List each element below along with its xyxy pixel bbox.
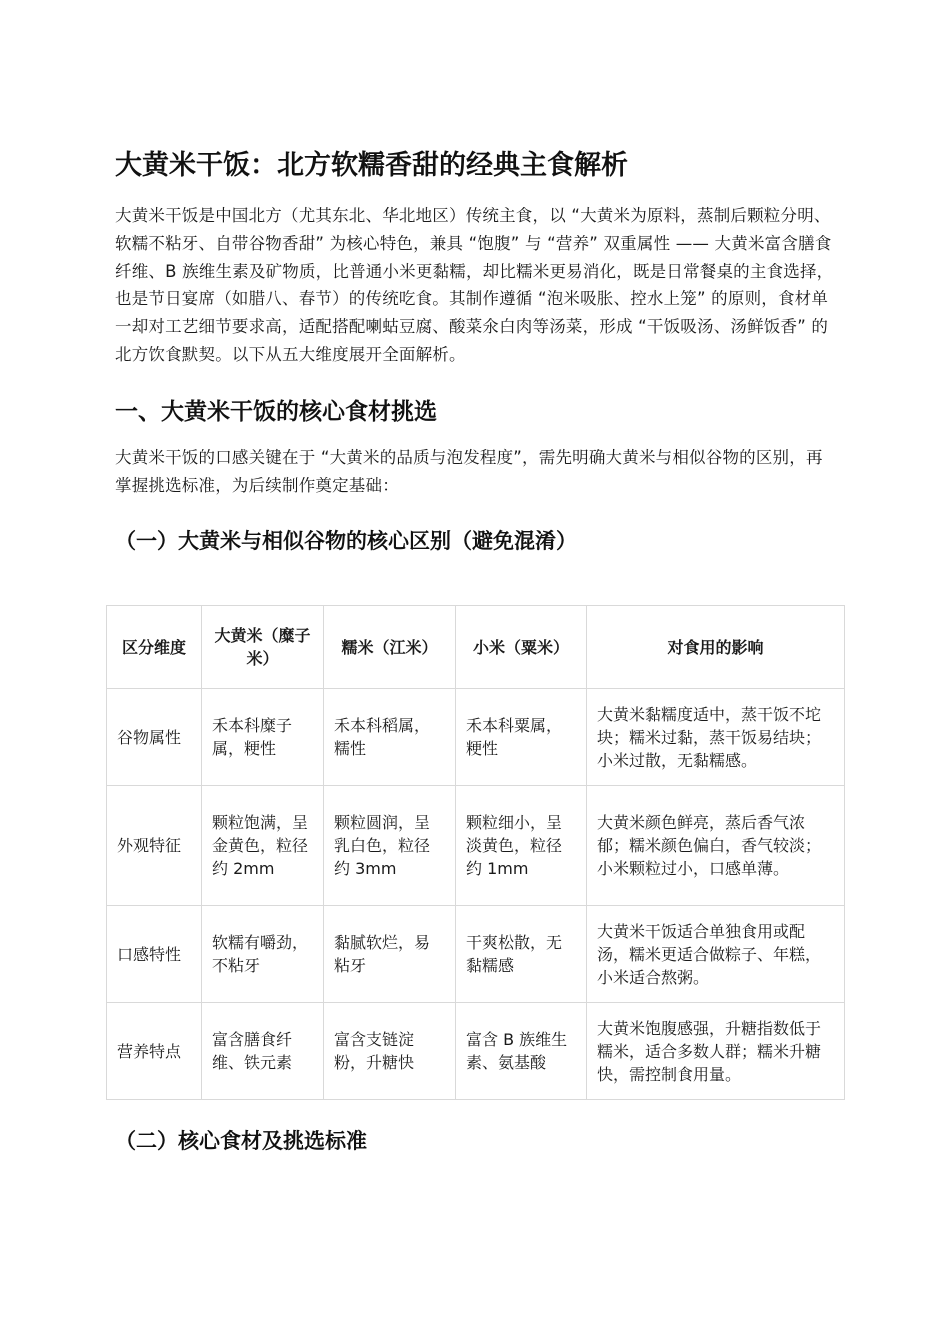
section-heading-1: 一、大黄米干饭的核心食材挑选	[115, 399, 437, 425]
header-cell: 大黄米（糜子米）	[202, 606, 324, 689]
table-row	[107, 786, 845, 906]
section-1-paragraph: 大黄米干饭的口感关键在于 “大黄米的品质与泡发程度”，需先明确大黄米与相似谷物的区别，再掌握挑选标准，为后续制作奠定基础：	[115, 448, 823, 495]
table-cell: 大黄米干饭适合单独食用或配汤，糯米更适合做粽子、年糕，小米适合熬粥。	[587, 906, 845, 1003]
table-cell: 颗粒圆润，呈乳白色，粒径约 3mm	[324, 786, 456, 906]
table-cell: 禾本科粟属，粳性	[456, 689, 587, 786]
intro-paragraph: 大黄米干饭是中国北方（尤其东北、华北地区）传统主食，以 “大黄米为原料，蒸制后颗粒分明、软糯不粘牙、自带谷物香甜” 为核心特色，兼具 “饱腹” 与 “营养” 双重属性 —— 大黄米富含膳食纤维、B 族维生素及矿物质，比普通小米更黏糯，却比糯米更易消化，既是日常餐桌的主食选择，也是节日宴席（如腊八、春节）的传统吃食。其制作遵循 “泡米吸胀、控水上笼” 的原则，食材单一却对工艺细节要求高，适配搭配喇蛄豆腐、酸菜氽白肉等汤菜，形成 “干饭吸汤、汤鲜饭香” 的北方饮食默契。以下从五大维度展开全面解析。	[115, 206, 834, 364]
table-cell: 谷物属性	[107, 689, 202, 786]
header-cell: 小米（粟米）	[456, 606, 587, 689]
table-cell: 软糯有嚼劲，不粘牙	[202, 906, 324, 1003]
table-cell: 大黄米黏糯度适中，蒸干饭不坨块；糯米过黏，蒸干饭易结块；小米过散，无黏糯感。	[587, 689, 845, 786]
table-row	[107, 906, 845, 1003]
table-row	[107, 1003, 845, 1100]
table-cell: 富含支链淀粉，升糖快	[324, 1003, 456, 1100]
table-cell: 营养特点	[107, 1003, 202, 1100]
table-cell: 富含 B 族维生素、氨基酸	[456, 1003, 587, 1100]
table-header-row	[107, 606, 845, 689]
table-cell: 大黄米颜色鲜亮，蒸后香气浓郁；糯米颜色偏白，香气较淡；小米颗粒过小，口感单薄。	[587, 786, 845, 906]
subsection-heading-1: （一）大黄米与相似谷物的核心区别（避免混淆）	[115, 529, 577, 553]
subsection-heading-2: （二）核心食材及挑选标准	[115, 1129, 367, 1153]
comparison-table	[106, 605, 845, 1100]
table-cell: 颗粒饱满，呈金黄色，粒径约 2mm	[202, 786, 324, 906]
header-cell: 对食用的影响	[587, 606, 845, 689]
table-cell: 禾本科稻属，糯性	[324, 689, 456, 786]
table-cell: 口感特性	[107, 906, 202, 1003]
table-cell: 外观特征	[107, 786, 202, 906]
table-cell: 大黄米饱腹感强，升糖指数低于糯米，适合多数人群；糯米升糖快，需控制食用量。	[587, 1003, 845, 1100]
table-cell: 颗粒细小，呈淡黄色，粒径约 1mm	[456, 786, 587, 906]
table-cell: 干爽松散，无黏糯感	[456, 906, 587, 1003]
header-cell: 糯米（江米）	[324, 606, 456, 689]
table-cell: 黏腻软烂，易粘牙	[324, 906, 456, 1003]
table-cell: 富含膳食纤维、铁元素	[202, 1003, 324, 1100]
header-cell: 区分维度	[107, 606, 202, 689]
table-cell: 禾本科糜子属，粳性	[202, 689, 324, 786]
table-row	[107, 689, 845, 786]
page-title: 大黄米干饭：北方软糯香甜的经典主食解析	[115, 150, 628, 181]
